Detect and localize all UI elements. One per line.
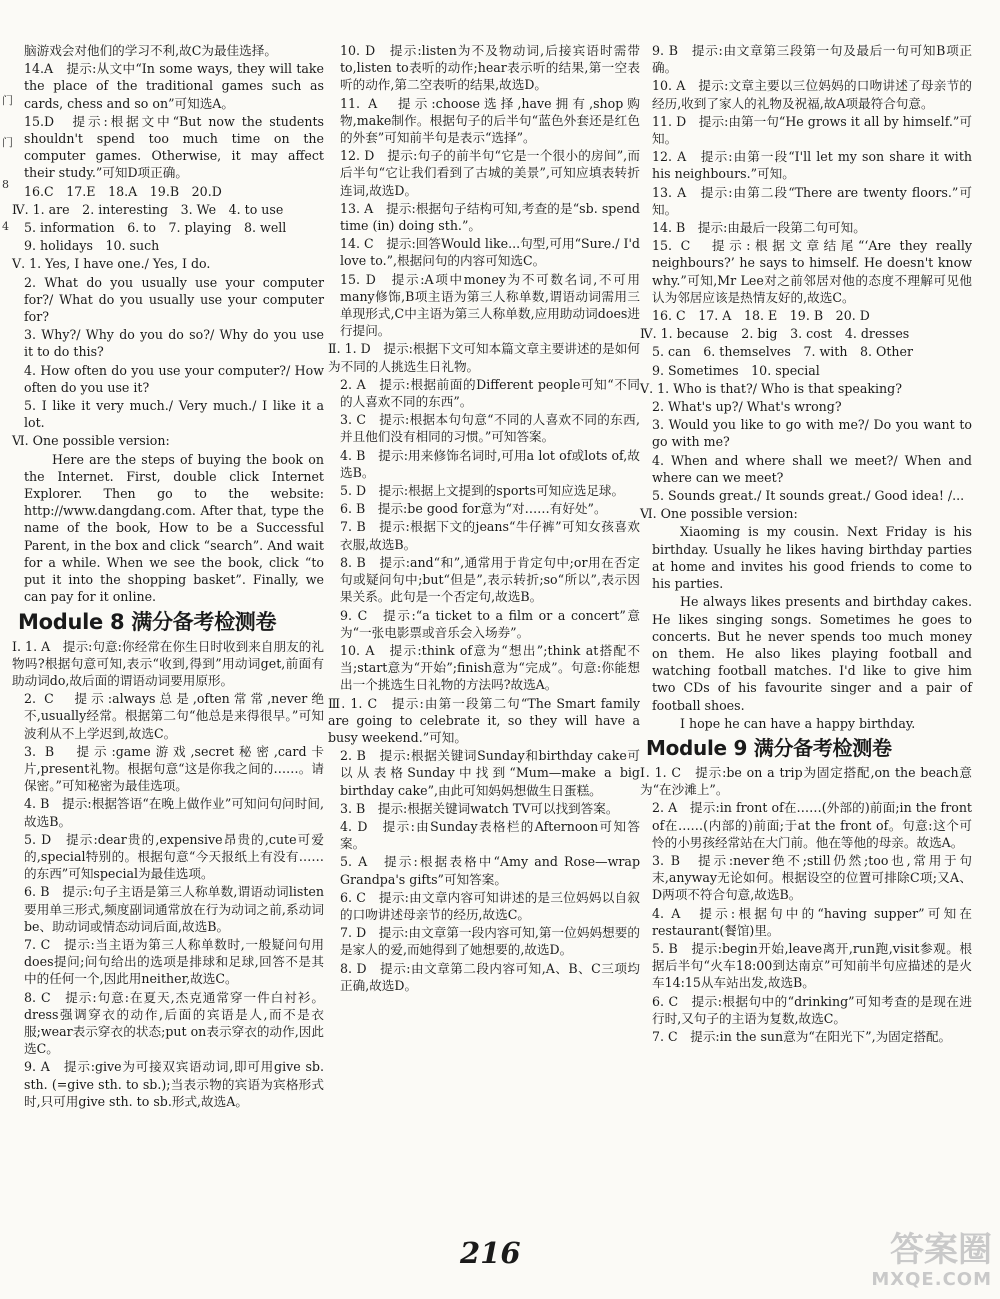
essay-paragraph: Xiaoming is my cousin. Next Friday is his birthday. Usually he likes having birthday parties at home and invites his good friends to come to his parties. bbox=[652, 524, 972, 592]
answer-item: 14. B 提示:由最后一段第二句可知。 bbox=[652, 220, 866, 236]
margin-mark: 4 bbox=[2, 220, 9, 233]
answer-item: 9. B 提示:由文章第三段第一句及最后一句可知B项正确。 bbox=[652, 43, 972, 76]
answer-item: 9. C 提示:“a ticket to a film or a concert”意为“一张电影票或音乐会入场券”。 bbox=[340, 607, 640, 640]
answer-item: Ⅱ. 1. D 提示:根据下文可知本篇文章主要讲述的是如何为不同的人挑选生日礼物。 bbox=[328, 341, 640, 374]
margin-mark: 门 bbox=[2, 136, 13, 149]
answer-item: 3. B 提示:never绝不;still仍然;too也,常用于句末,anyway无论如何。根据设空的位置可排除C项;又A、D两项不符合句意,故选B。 bbox=[652, 852, 972, 903]
essay-paragraph: Here are the steps of buying the book on the Internet. First, double click Internet Explorer. Then go to the website: http://www.dangdang.com. After that, type the name of the book, How to be a Successful Parent, in the box and click “search”. And wait for a while. When we see the book, click “to put it into the shopping basket”. Finally, we can pay for it online. bbox=[24, 451, 324, 605]
left-margin-marks bbox=[2, 80, 12, 248]
answer-item: 8. D 提示:由文章第二段内容可知,A、B、C三项均正确,故选D。 bbox=[340, 960, 640, 993]
answer-item: 13. A 提示:根据句子结构可知,考查的是“sb. spend time (in) doing sth.”。 bbox=[340, 200, 640, 234]
answer-column-2 bbox=[328, 42, 640, 995]
answer-item: 4. B 提示:用来修饰名词时,可用a lot of或lots of,故选B。 bbox=[340, 447, 640, 480]
answer-item: 12. A 提示:由第一段“I'll let my son share it with his neighbours.”可知。 bbox=[652, 149, 972, 182]
watermark-url: MXQE.COM bbox=[871, 1269, 992, 1290]
answer-item: 2. A 提示:in front of在……(外部的)前面;in the front of在……(内部的)前面;于at the front of。句意:这个可怜的小男孩经常站在大门前。他在等他的母亲。故选A。 bbox=[652, 800, 972, 850]
answer-item: 15.D 提示:根据文中“But now the students shouldn't spend too much time on the computer games. Otherwise, it may affect their study.”可知D项正确。 bbox=[24, 113, 324, 181]
answer-item: 8. B 提示:and“和”,通常用于肯定句中;or用在否定句或疑问句中;but“但是”,表示转折;so“所以”,表示因果关系。此句是一个否定句,故选B。 bbox=[340, 554, 640, 605]
answer-item: 8. C 提示:句意:在夏天,杰克通常穿一件白衬衫。dress强调穿衣的动作,后面的宾语是人,而不是衣服;wear表示穿衣的状态;put on表示穿衣的动作,因此选C。 bbox=[24, 989, 324, 1057]
answer-item: 7. D 提示:由文章第一段内容可知,第一位妈妈想要的是家人的爱,而她得到了她想要的,故选D。 bbox=[340, 925, 640, 958]
answer-item: 16.C 17.E 18.A 19.B 20.D bbox=[24, 183, 222, 199]
answer-item: 11. D 提示:由第一句“He grows it all by himself.”可知。 bbox=[652, 113, 972, 147]
answer-item: 2. C 提示:always总是,often常常,never绝不,usually经常。根据第二句“他总是来得很早。”可知波利从不上学迟到,故选C。 bbox=[24, 691, 324, 741]
answer-item: 5. can 6. themselves 7. with 8. Other bbox=[652, 344, 914, 360]
answer-item: 2. B 提示:根据关键词Sunday和birthday cake可以从表格Sunday中找到“Mum—make a big birthday cake”,由此可知妈妈想做生日蛋糕。 bbox=[340, 748, 640, 798]
answer-item: 2. What do you usually use your computer for?/ What do you usually use your computer for? bbox=[24, 274, 324, 325]
margin-mark: 8 bbox=[2, 178, 9, 191]
answer-item: 10. A 提示:文章主要以三位妈妈的口吻讲述了母亲节的经历,收到了家人的礼物及祝福,故A项最符合句意。 bbox=[652, 78, 972, 111]
answer-item: Ⅳ. 1. are 2. interesting 3. We 4. to use bbox=[12, 201, 284, 217]
answer-item: 4. When and where shall we meet?/ When and where can we meet? bbox=[652, 452, 972, 485]
watermark-text: 答案圈 bbox=[890, 1230, 992, 1270]
answer-item: 4. How often do you use your computer?/ How often do you use it? bbox=[24, 362, 324, 395]
answer-item: Ⅵ. One possible version: bbox=[640, 506, 798, 522]
watermark-logo bbox=[772, 1231, 992, 1291]
answer-item: 13. A 提示:由第二段“There are twenty floors.”可知。 bbox=[652, 184, 972, 217]
answer-item: Ⅰ. 1. A 提示:句意:你经常在你生日时收到来自朋友的礼物吗?根据句意可知,表示“收到,得到”用动词get,前面有助动词do,故后面的谓语动词要用原形。 bbox=[12, 638, 324, 688]
answer-column-3 bbox=[640, 42, 972, 1046]
answer-item: Ⅴ. 1. Yes, I have one./ Yes, I do. bbox=[12, 256, 211, 272]
answer-item: 5. B 提示:begin开始,leave离开,run跑,visit参观。根据后半句“火车18:00到达南京”可知前半句应描述的是火车14:15从车站出发,故选B。 bbox=[652, 940, 972, 991]
answer-item: 14.A 提示:从文中“In some ways, they will take the place of the traditional games such as cards, chess and so on”可知选A。 bbox=[24, 61, 324, 111]
answer-item: 14. C 提示:回答Would like...句型,可用“Sure./ I'd love to.”,根据问句的内容可知选C。 bbox=[340, 236, 640, 269]
answer-item: 3. B 提示:根据关键词watch TV可以找到答案。 bbox=[340, 800, 619, 816]
answer-item: 5. D 提示:根据上文提到的sports可知应选足球。 bbox=[340, 483, 625, 499]
answer-item: 5. Sounds great./ It sounds great./ Good idea! /... bbox=[652, 488, 965, 504]
answer-item: 16. C 17. A 18. E 19. B 20. D bbox=[652, 308, 870, 324]
answer-item: 9. A 提示:give为可接双宾语动词,即可用give sb. sth. (=give sth. to sb.);当表示物的宾语为宾格形式时,只可用give sth. to sb.形式,故选A。 bbox=[24, 1059, 324, 1109]
answer-item: 7. C 提示:in the sun意为“在阳光下”,为固定搭配。 bbox=[652, 1028, 952, 1044]
answer-item: 10. A 提示:think of意为“想出”;think at搭配不当;start意为“开始”;finish意为“完成”。句意:你能想出一个挑选生日礼物的方法吗?故选A。 bbox=[340, 642, 640, 693]
answer-item: Ⅳ. 1. because 2. big 3. cost 4. dresses bbox=[640, 326, 910, 342]
answer-item: 脑游戏会对他们的学习不利,故C为最佳选择。 bbox=[24, 43, 277, 58]
answer-item: Ⅵ. One possible version: bbox=[12, 433, 170, 449]
answer-item: 6. B 提示:be good for意为“对……有好处”。 bbox=[340, 501, 607, 517]
answer-item: 2. What's up?/ What's wrong? bbox=[652, 399, 842, 415]
answer-item: 11. A 提示:choose选择,have拥有,shop购物,make制作。根据句子的后半句“蓝色外套还是红色的外套”可知前半句是表示“选择”。 bbox=[340, 95, 640, 146]
answer-item: 2. A 提示:根据前面的Different people可知“不同的人喜欢不同的东西”。 bbox=[340, 376, 640, 410]
page-number: 216 bbox=[460, 1236, 521, 1270]
essay-paragraph: He always likes presents and birthday cakes. He likes singing songs. Sometimes he goes to concerts. But he never spends too much money on them. He also likes playing football and watching football matches. I'd like to give him two CDs of his favourite singer and a pair of football shoes. bbox=[652, 594, 972, 713]
answer-item: 5. D 提示:dear贵的,expensive昂贵的,cute可爱的,special特别的。根据句意“今天报纸上有没有……的东西”可知special为最佳选项。 bbox=[24, 831, 324, 882]
answer-item: 4. A 提示:根据句中的“having supper”可知在restaurant(餐馆)里。 bbox=[652, 905, 972, 938]
margin-mark: 门 bbox=[2, 94, 13, 107]
answer-item: 3. B 提示:game游戏,secret秘密,card卡片,present礼物。根据句意“这是你我之间的……。请保密。”可知秘密为最佳选项。 bbox=[24, 743, 324, 794]
answer-item: 4. D 提示:由Sunday表格栏的Afternoon可知答案。 bbox=[340, 818, 640, 852]
answer-item: 12. D 提示:句子的前半句“它是一个很小的房间”,而后半句“它让我们看到了古城的美景”,可知应填表转折连词,故选D。 bbox=[340, 148, 640, 198]
answer-item: 9. Sometimes 10. special bbox=[652, 362, 820, 378]
answer-item: 5. I like it very much./ Very much./ I like it a lot. bbox=[24, 398, 324, 431]
answer-item: 6. C 提示:根据句中的“drinking”可知考查的是现在进行时,又句子的主语为复数,故选C。 bbox=[652, 993, 972, 1026]
answer-item: 7. C 提示:当主语为第三人称单数时,一般疑问句用does提问;问句给出的选项是排球和足球,回答不是其中的任何一个,因此用neither,故选C。 bbox=[24, 936, 324, 987]
module-heading: Module 8 满分备考检测卷 bbox=[18, 609, 277, 634]
answer-item: 10. D 提示:listen为不及物动词,后接宾语时需带to,listen to表听的动作;hear表示听的结果,第一空表听的动作,第二空表听的结果,故选D。 bbox=[340, 43, 640, 93]
answer-item: 3. Would you like to go with me?/ Do you want to go with me? bbox=[652, 417, 972, 450]
answer-item: 3. Why?/ Why do you do so?/ Why do you use it to do this? bbox=[24, 327, 324, 360]
answer-column-1 bbox=[12, 42, 324, 1111]
answer-item: 15. D 提示:A项中money为不可数名词,不可用many修饰,B项主语为第三人称单数,谓语动词需用三单现形式,C中主语为第三人称单数,应用助动词does进行提问。 bbox=[340, 271, 640, 339]
answer-item: 15. C 提示:根据文章结尾“‘Are they really neighbours?’ he says to himself. He doesn't know why.”可知,Mr Lee对之前邻居对他的态度不理解可见他认为邻居应该是热情友好的,故选C。 bbox=[652, 238, 972, 305]
answer-item: 5. A 提示:根据表格中“Amy and Rose—wrap Grandpa's gifts”可知答案。 bbox=[340, 854, 640, 887]
module-heading: Module 9 满分备考检测卷 bbox=[646, 735, 892, 760]
answer-item: 6. C 提示:由文章内容可知讲述的是三位妈妈以自叙的口吻讲述母亲节的经历,故选C。 bbox=[340, 889, 640, 922]
answer-item: 9. holidays 10. such bbox=[24, 238, 160, 254]
answer-item: 4. B 提示:根据答语“在晚上做作业”可知问句问时间,故选B。 bbox=[24, 796, 324, 829]
answer-item: 3. C 提示:根据本句句意“不同的人喜欢不同的东西,并且他们没有相同的习惯。”可知答案。 bbox=[340, 412, 640, 445]
answer-item: Ⅰ. 1. C 提示:be on a trip为固定搭配,on the beach意为“在沙滩上”。 bbox=[640, 764, 972, 798]
answer-item: 5. information 6. to 7. playing 8. well bbox=[24, 220, 287, 236]
essay-paragraph: I hope he can have a happy birthday. bbox=[680, 715, 916, 731]
answer-item: Ⅲ. 1. C 提示:由第一段第二句“The Smart family are going to celebrate it, so they will have a busy weekend.”可知。 bbox=[328, 695, 640, 745]
answer-item: 7. B 提示:根据下文的jeans“牛仔裤”可知女孩喜欢衣服,故选B。 bbox=[340, 519, 640, 552]
answer-item: 6. B 提示:句子主语是第三人称单数,谓语动词listen要用单三形式,频度副词通常放在行为动词之前,系动词be、助动词或情态动词后面,故选B。 bbox=[24, 884, 324, 934]
answer-item: Ⅴ. 1. Who is that?/ Who is that speaking? bbox=[640, 380, 902, 396]
